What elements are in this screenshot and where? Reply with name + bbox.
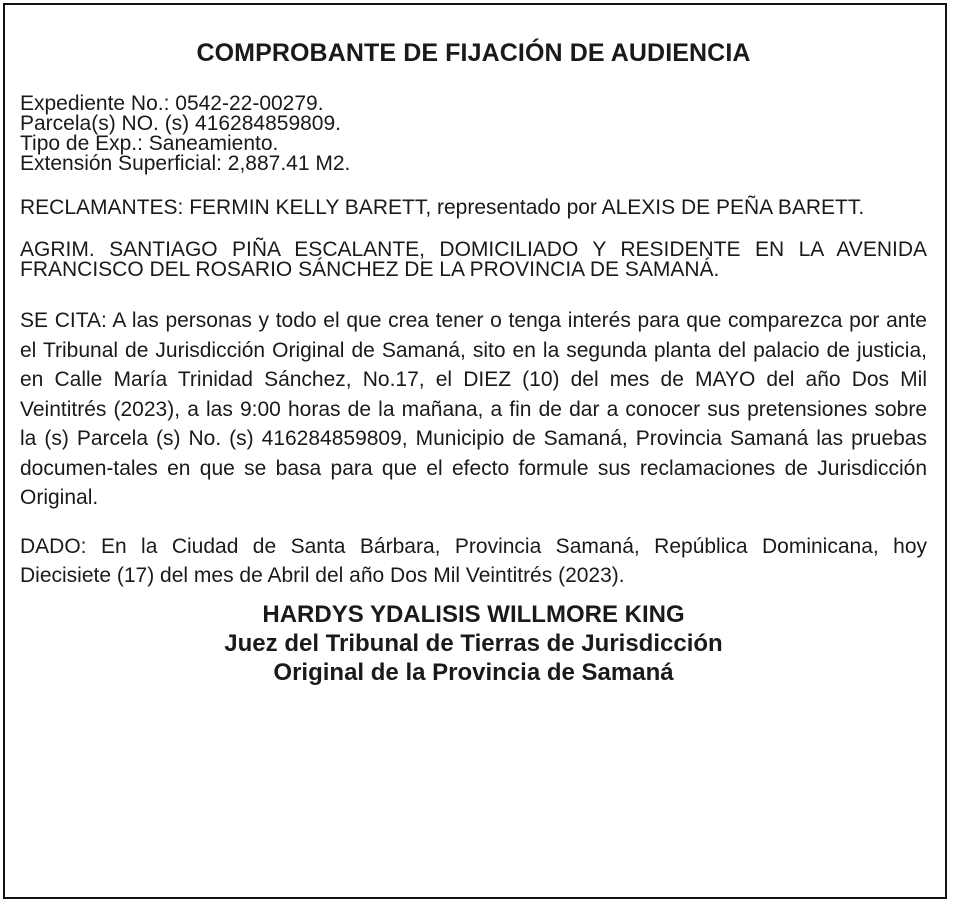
judge-title-line-2: Original de la Provincia de Samaná — [273, 658, 674, 686]
judge-name: HARDYS YDALISIS WILLMORE KING — [262, 600, 685, 628]
signature-block — [20, 600, 927, 687]
case-number: Expediente No.: 0542-22-00279. — [20, 92, 324, 115]
surface-area: Extensión Superficial: 2,887.41 M2. — [20, 152, 351, 175]
claimants-paragraph: RECLAMANTES: FERMIN KELLY BARETT, representado por ALEXIS DE PEÑA BARETT. — [20, 196, 865, 219]
surveyor-paragraph: AGRIM. SANTIAGO PIÑA ESCALANTE, DOMICILIADO Y RESIDENTE EN LA AVENIDA FRANCISCO DEL ROSARIO SÁNCHEZ DE LA PROVINCIA DE SAMANÁ. — [20, 238, 927, 281]
summons-paragraph: SE CITA: A las personas y todo el que crea tener o tenga interés para que comparezca por ante el Tribunal de Jurisdicción Original de Samaná, sito en la segunda planta del palacio de justicia, en Calle María Trinidad Sánchez, No.17, el DIEZ (10) del mes de MAYO del año Dos Mil Veintitrés (2023), a las 9:00 horas de la mañana, a fin de dar a conocer sus pretensiones sobre la (s) Parcela (s) No. (s) 416284859809, Municipio de Samaná, Provincia Samaná las pruebas documen-tales en que se basa para que el efecto formule sus reclamaciones de Jurisdicción Original. — [20, 309, 927, 509]
case-details — [20, 94, 927, 174]
case-type: Tipo de Exp.: Saneamiento. — [20, 132, 279, 155]
notice-title: COMPROBANTE DE FIJACIÓN DE AUDIENCIA — [196, 39, 751, 67]
notice-content — [20, 38, 927, 687]
issued-paragraph: DADO: En la Ciudad de Santa Bárbara, Provincia Samaná, República Dominicana, hoy Diecisiete (17) del mes de Abril del año Dos Mil Veintitrés (2023). — [20, 534, 927, 587]
judge-title-line-1: Juez del Tribunal de Tierras de Jurisdicción — [224, 629, 723, 657]
parcel-number: Parcela(s) NO. (s) 416284859809. — [20, 112, 341, 135]
